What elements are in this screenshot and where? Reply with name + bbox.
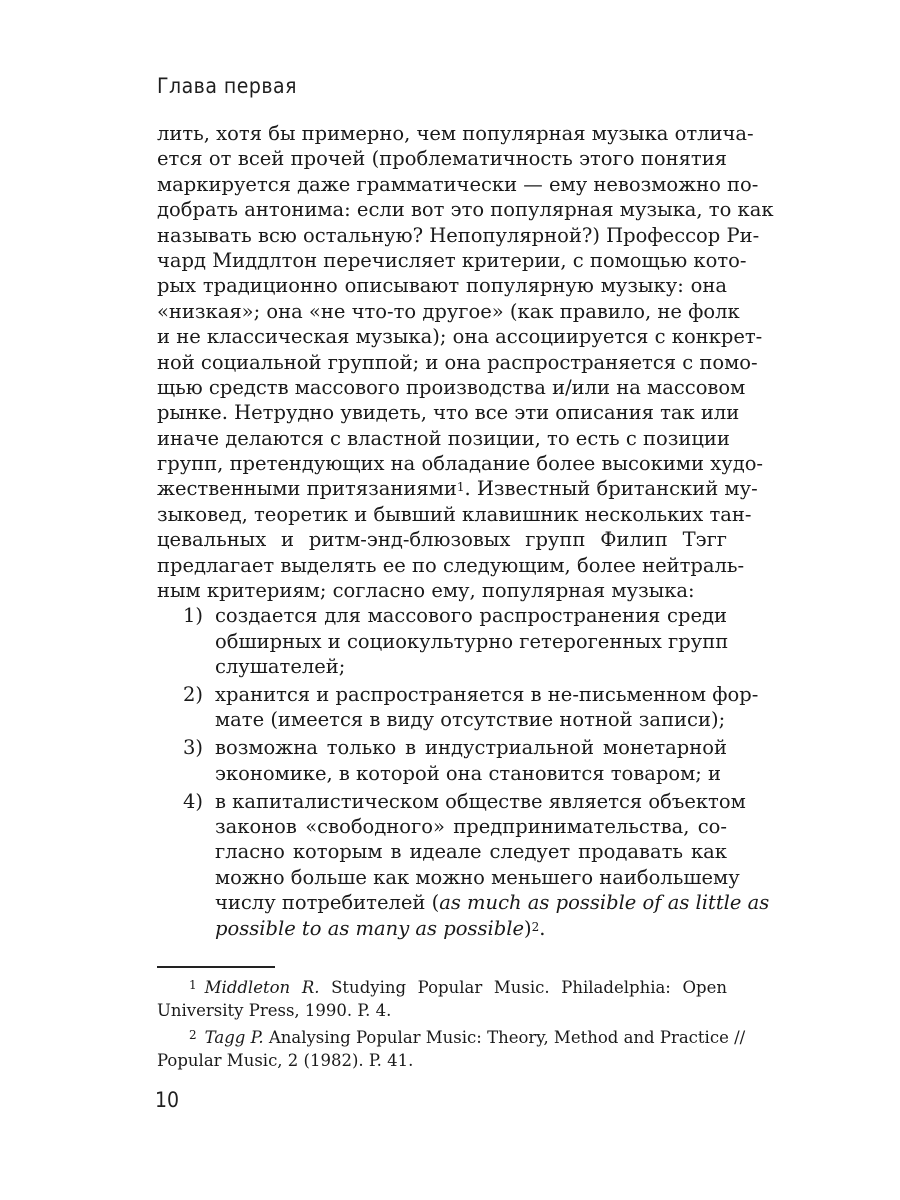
body-line: лить, хотя бы примерно, чем популярная музыка отлича- [157, 122, 754, 145]
list-line: гласно которым в идеале следует продавать как [215, 840, 727, 864]
body-line [157, 476, 758, 501]
list-marker: 3) [183, 736, 204, 760]
footnote-2 [157, 1026, 746, 1049]
list-line [215, 916, 727, 941]
body-line: зыковед, теоретик и бывший клавишник нескольких тан- [157, 502, 752, 526]
footnote-ref-2: 2 [531, 919, 540, 934]
list-marker: 1) [183, 604, 204, 628]
footnotes [157, 976, 746, 1072]
body-text-fragment: . Известный британский му- [464, 477, 758, 501]
list-marker: 2) [183, 683, 204, 707]
body-line: иначе делаются с властной позиции, то есть с позиции [157, 426, 730, 450]
list-line: законов «свободного» предпринимательства, со- [215, 815, 727, 839]
list-item-1 [157, 603, 727, 679]
body-text [157, 121, 774, 941]
body-line: ным критериям; согласно ему, популярная музыка: [157, 579, 695, 603]
body-line: ной социальной группой; и она распространяется с помо- [157, 350, 758, 374]
body-line: рых традиционно описывают популярную музыку: она [157, 274, 727, 298]
body-line: цевальных и ритм-энд-блюзовых групп Филип Тэгг [157, 528, 727, 552]
list-text-fragment: . [539, 916, 546, 940]
list-line: можно больше как можно меньшего наибольшему [215, 865, 740, 889]
footnote-ref-1: 1 [456, 480, 465, 495]
body-line: и не классическая музыка); она ассоциируется с конкрет- [157, 325, 763, 349]
list-line: хранится и распространяется в не-письменном фор- [215, 683, 759, 707]
footnote-1-cont: University Press, 1990. P. 4. [157, 1001, 392, 1020]
running-head: Глава первая [157, 74, 297, 98]
list-line: слушателей; [215, 655, 346, 679]
body-line: групп, претендующих на обладание более высокими худо- [157, 452, 764, 476]
footnote-number: 2 [189, 1028, 197, 1042]
body-line: «низкая»; она «не что-то другое» (как правило, не фолк [157, 299, 740, 323]
footnote-text: Analysing Popular Music: Theory, Method and Practice // [263, 1028, 746, 1047]
footnote-1 [157, 976, 727, 999]
list-line [215, 890, 770, 915]
body-line: называть всю остальную? Непопулярной?) Профессор Ри- [157, 223, 760, 247]
list-text-fragment: ) [524, 916, 532, 940]
body-line: добрать антонима: если вот это популярная музыка, то как [157, 198, 774, 222]
body-text-fragment: жественными притязаниями [157, 477, 457, 501]
list-line: мате (имеется в виду отсутствие нотной записи); [215, 708, 726, 732]
list-line: экономике, в которой она становится товаром; и [215, 761, 722, 785]
list-line: в капиталистическом обществе является объектом [215, 789, 746, 813]
list-line: возможна только в индустриальной монетарной [215, 736, 727, 760]
body-line: чард Миддлтон перечисляет критерии, с помощью кото- [157, 248, 747, 272]
footnote-number: 1 [189, 978, 197, 992]
page-number: 10 [155, 1088, 180, 1112]
footnote-2-cont: Popular Music, 2 (1982). P. 41. [157, 1051, 414, 1070]
body-line: предлагает выделять ее по следующим, более нейтраль- [157, 553, 745, 577]
list-item-2 [157, 682, 759, 733]
footnote-separator [157, 966, 275, 968]
body-line: щью средств массового производства и/или на массовом [157, 375, 746, 399]
english-quote-italic: possible to as many as possible [215, 916, 524, 940]
body-line: маркируется даже грамматически — ему невозможно по- [157, 172, 759, 196]
body-line: рынке. Нетрудно увидеть, что все эти описания так или [157, 401, 740, 425]
list-marker: 4) [183, 789, 204, 813]
footnote-text: Studying Popular Music. Philadelphia: Open [319, 978, 727, 997]
list-item-4 [157, 789, 770, 941]
footnote-author: Tagg P. [204, 1028, 264, 1047]
footnote-author: Middleton R. [204, 978, 320, 997]
list-text-fragment: числу потребителей ( [215, 891, 440, 915]
list-line: создается для массового распространения среди [215, 604, 727, 628]
list-item-3 [157, 735, 727, 786]
body-line: ется от всей прочей (проблематичность этого понятия [157, 147, 727, 171]
english-quote-italic: as much as possible of as little as [439, 891, 770, 915]
list-line: обширных и социокультурно гетерогенных групп [215, 629, 729, 653]
